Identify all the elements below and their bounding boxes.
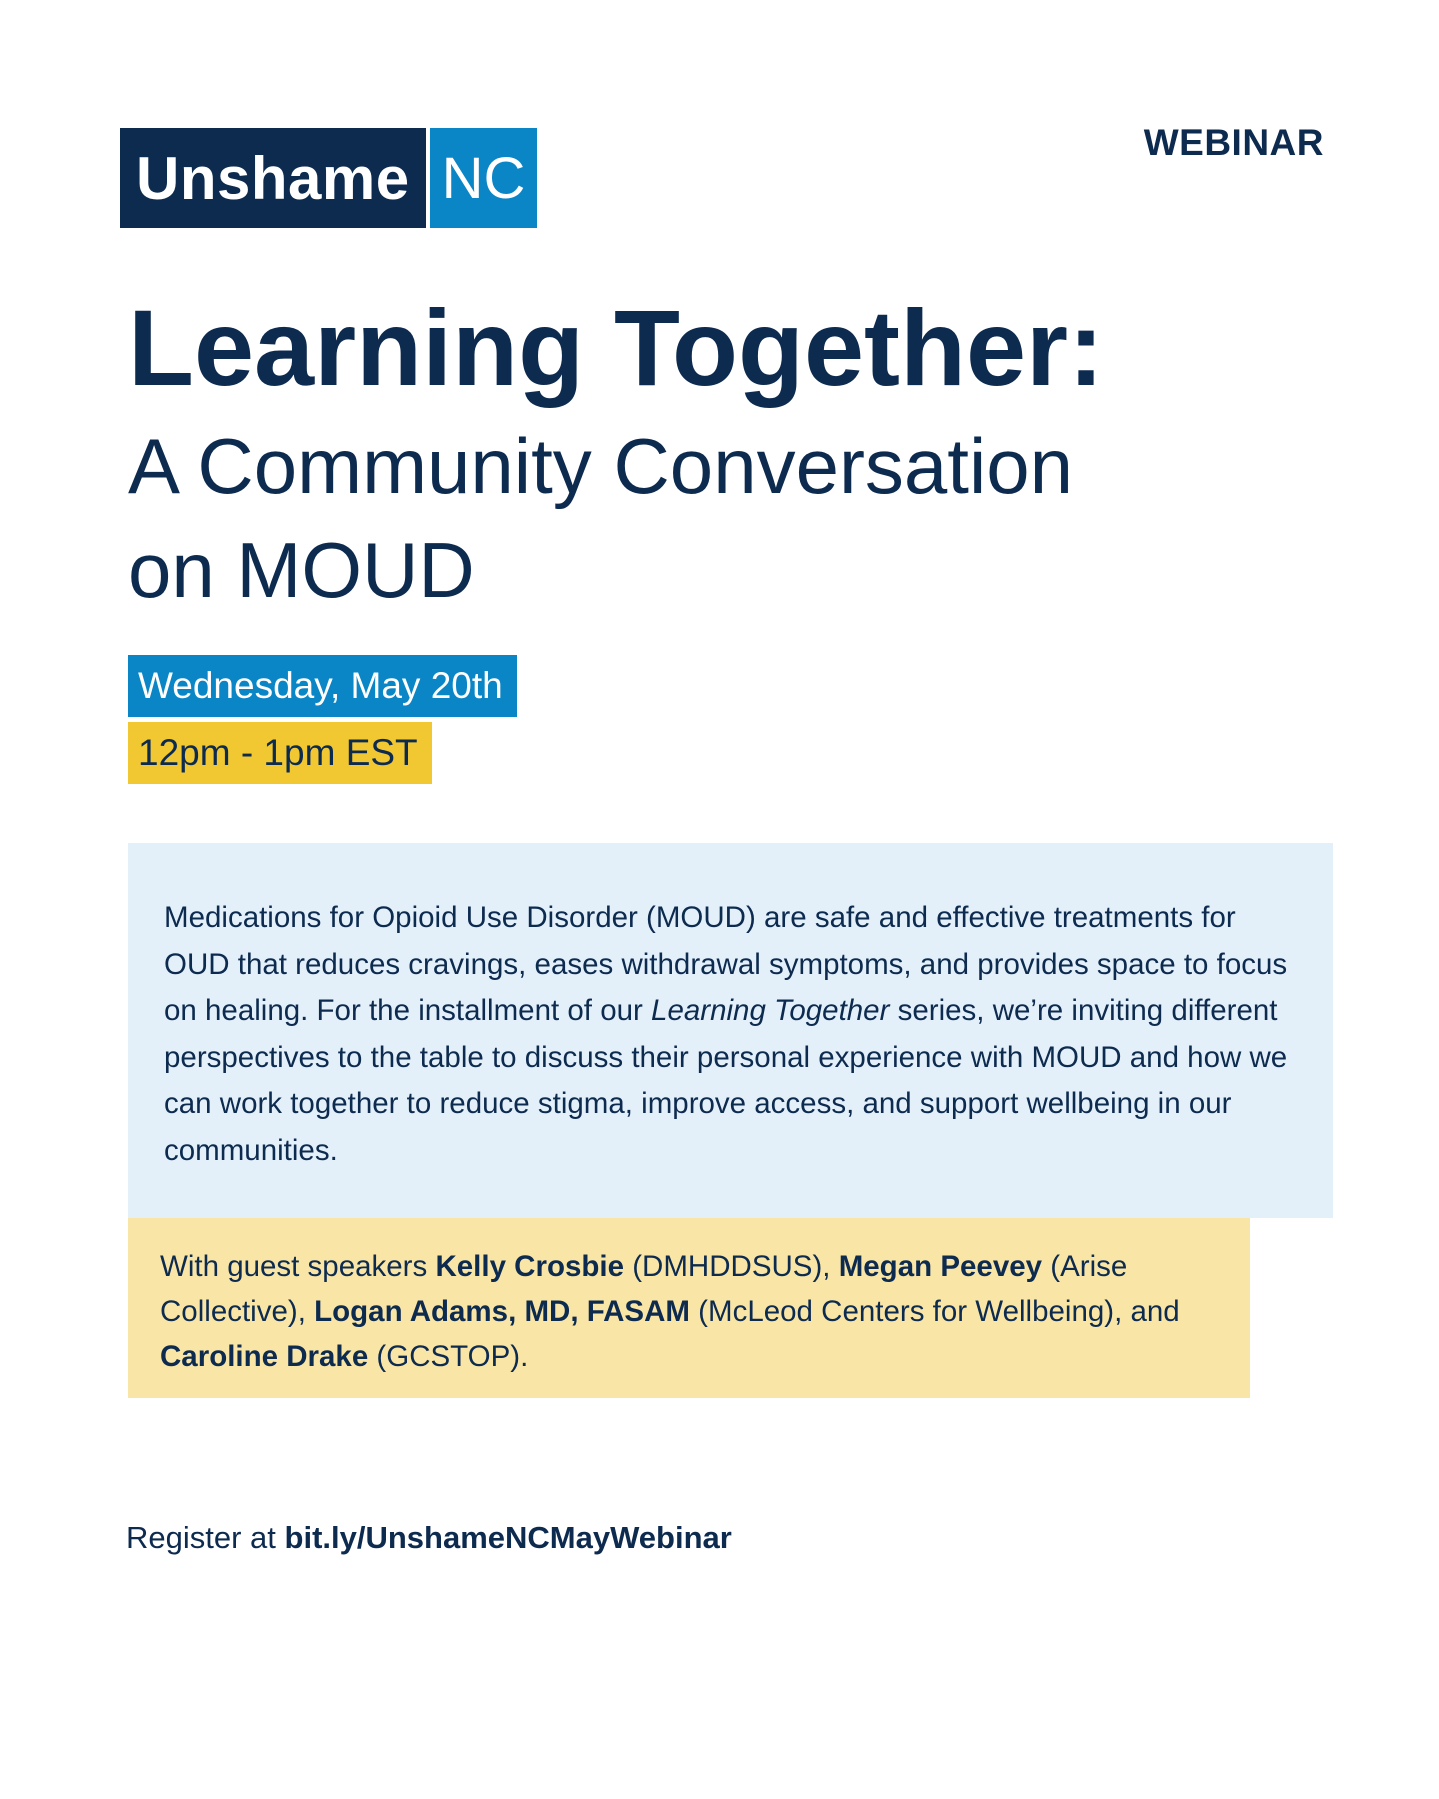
speaker-name-2: Megan Peevey [838,1250,1043,1283]
register-link[interactable]: bit.ly/UnshameNCMayWebinar [284,1520,732,1555]
speaker-name-1: Kelly Crosbie [435,1250,625,1283]
speakers-box [128,1218,1250,1398]
page-subtitle [128,414,1328,622]
unshame-nc-logo [120,128,537,228]
speaker-org-3: (McLeod Centers for Wellbeing), and [689,1295,1180,1328]
page-title: Learning Together: [128,287,1105,408]
speaker-org-2: (Arise Collective), [160,1250,1128,1328]
speaker-org-1: (DMHDDSUS), [624,1250,839,1283]
logo-nc-text: NC [430,128,538,228]
speaker-org-4: (GCSTOP). [368,1340,529,1373]
speaker-name-3: Logan Adams, MD, FASAM [314,1295,690,1328]
event-date-badge: Wednesday, May 20th [128,655,517,717]
register-prefix: Register at [126,1520,285,1555]
webinar-label: WEBINAR [1143,122,1324,163]
series-name: Learning Together [651,994,890,1027]
event-time-badge: 12pm - 1pm EST [128,722,432,784]
description-text-1: Medications for Opioid Use Disorder (MOUD) are safe and effective treatments for OUD that reduces cravings, eases withdrawal symptoms, and provides space to focus on healing. For the installment of our [164,901,1288,1027]
subtitle-line-1: A Community Conversation [128,422,1074,510]
description-box [128,843,1333,1218]
speaker-name-4: Caroline Drake [160,1340,369,1373]
speakers-intro: With guest speakers [160,1250,436,1283]
description-text-2: series, we’re inviting different perspectives to the table to discuss their personal experience with MOUD and how we can work together to reduce stigma, improve access, and support wellbeing in our communities. [164,994,1288,1167]
register-line [126,1520,732,1556]
subtitle-line-2: on MOUD [128,526,475,614]
logo-unshame-text: Unshame [120,128,426,228]
